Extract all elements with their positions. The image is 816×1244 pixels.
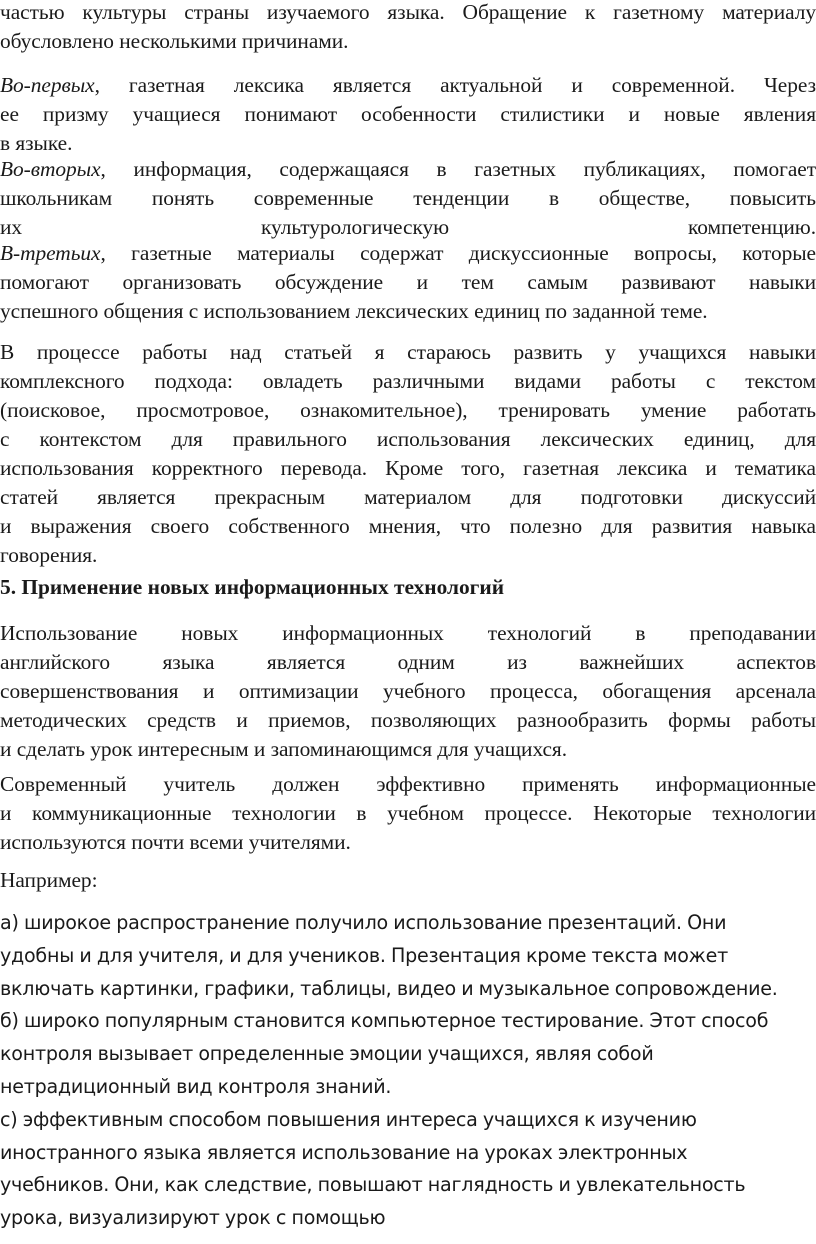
paragraph-it-technologies: [0, 619, 816, 764]
text-line: помогают организовать обсуждение и тем самым развивают навыки: [0, 270, 816, 294]
text-line: В процессе работы над статьей я стараюсь развить у учащихся навыки: [0, 340, 816, 364]
list-line: нетрадиционный вид контроля знаний.: [0, 1074, 392, 1098]
text-line: говорения.: [0, 543, 98, 567]
text-line: Современный учитель должен эффективно применять информационные: [0, 772, 816, 796]
paragraph-for-example: [0, 866, 816, 895]
list-line: а) широкое распространение получило использование презентаций. Они: [0, 911, 727, 934]
text-line: методических средств и приемов, позволяющих разнообразить формы работы: [0, 708, 816, 732]
list-line: б) широко популярным становится компьютерное тестирование. Этот способ: [0, 1009, 769, 1033]
text-line: и сделать урок интересным и запоминающимся для учащихся.: [0, 737, 568, 761]
paragraph-modern-teacher: [0, 770, 816, 857]
emphasis-lead: Во-вторых: [0, 157, 101, 181]
paragraph-first-reason: [0, 71, 816, 158]
text-line: их культурологическую компетенцию.: [0, 215, 816, 239]
text-line: в языке.: [0, 131, 73, 155]
text-line: (поисковое, просмотровое, ознакомительное), тренировать умение работать: [0, 398, 816, 422]
text-line: с контекстом для правильного использования лексических единиц, для: [0, 427, 816, 451]
text-line: комплексного подхода: овладеть различными видами работы с текстом: [0, 369, 816, 393]
list-line: урока, визуализируют урок с помощью: [0, 1206, 386, 1230]
emphasis-lead: В-третьих: [0, 241, 101, 265]
list-line: с) эффективным способом повышения интереса учащихся к изучению: [0, 1107, 697, 1131]
list-line: удобны и для учителя, и для учеников. Презентация кроме текста может: [0, 943, 728, 967]
list-line: учебников. Они, как следствие, повышают наглядность и увлекательность: [0, 1173, 746, 1197]
text-segment: , газетные материалы содержат дискуссионные вопросы, которые: [100, 241, 816, 265]
text-segment: , информация, содержащаяся в газетных публикациях, помогает: [100, 157, 816, 181]
text-line: частью культуры страны изучаемого языка. Обращение к газетному материалу: [0, 0, 816, 24]
text-line: статей является прекрасным материалом для подготовки дискуссий: [0, 485, 816, 509]
text-line: обусловлено несколькими причинами.: [0, 29, 349, 53]
text-line: ее призму учащиеся понимают особенности стилистики и новые явления: [0, 102, 816, 126]
text-line: [0, 239, 816, 268]
emphasis-lead: Во-первых: [0, 73, 95, 97]
text-line: английского языка является одним из важнейших аспектов: [0, 650, 816, 674]
text-line: [0, 155, 816, 184]
text-line: Использование новых информационных технологий в преподавании: [0, 621, 816, 645]
text-line: Например:: [0, 868, 98, 892]
text-line: школьникам понять современные тенденции в обществе, повысить: [0, 186, 816, 210]
list-line: включать картинки, графики, таблицы, видео и музыкальное сопровождение.: [0, 976, 778, 1000]
section-heading: 5. Применение новых информационных технологий: [0, 575, 505, 599]
text-segment: , газетная лексика является актуальной и современной. Через: [94, 73, 816, 97]
paragraph-third-reason: [0, 239, 816, 326]
text-line: и выражения своего собственного мнения, что полезно для развития навыка: [0, 514, 816, 538]
paragraph-intro: [0, 0, 816, 56]
text-line: используются почти всеми учителями.: [0, 830, 351, 854]
text-line: использования корректного перевода. Кроме того, газетная лексика и тематика: [0, 456, 816, 480]
text-line: и коммуникационные технологии в учебном процессе. Некоторые технологии: [0, 801, 816, 825]
list-line: иностранного языка является использование на уроках электронных: [0, 1140, 688, 1164]
paragraph-work-process: [0, 338, 816, 570]
text-line: успешного общения с использованием лексических единиц по заданной теме.: [0, 299, 708, 323]
list-line: контроля вызывает определенные эмоции учащихся, являя собой: [0, 1042, 654, 1066]
text-line: [0, 71, 816, 100]
text-line: совершенствования и оптимизации учебного процесса, обогащения арсенала: [0, 679, 816, 703]
paragraph-second-reason: [0, 155, 816, 242]
examples-list: [0, 907, 816, 1235]
